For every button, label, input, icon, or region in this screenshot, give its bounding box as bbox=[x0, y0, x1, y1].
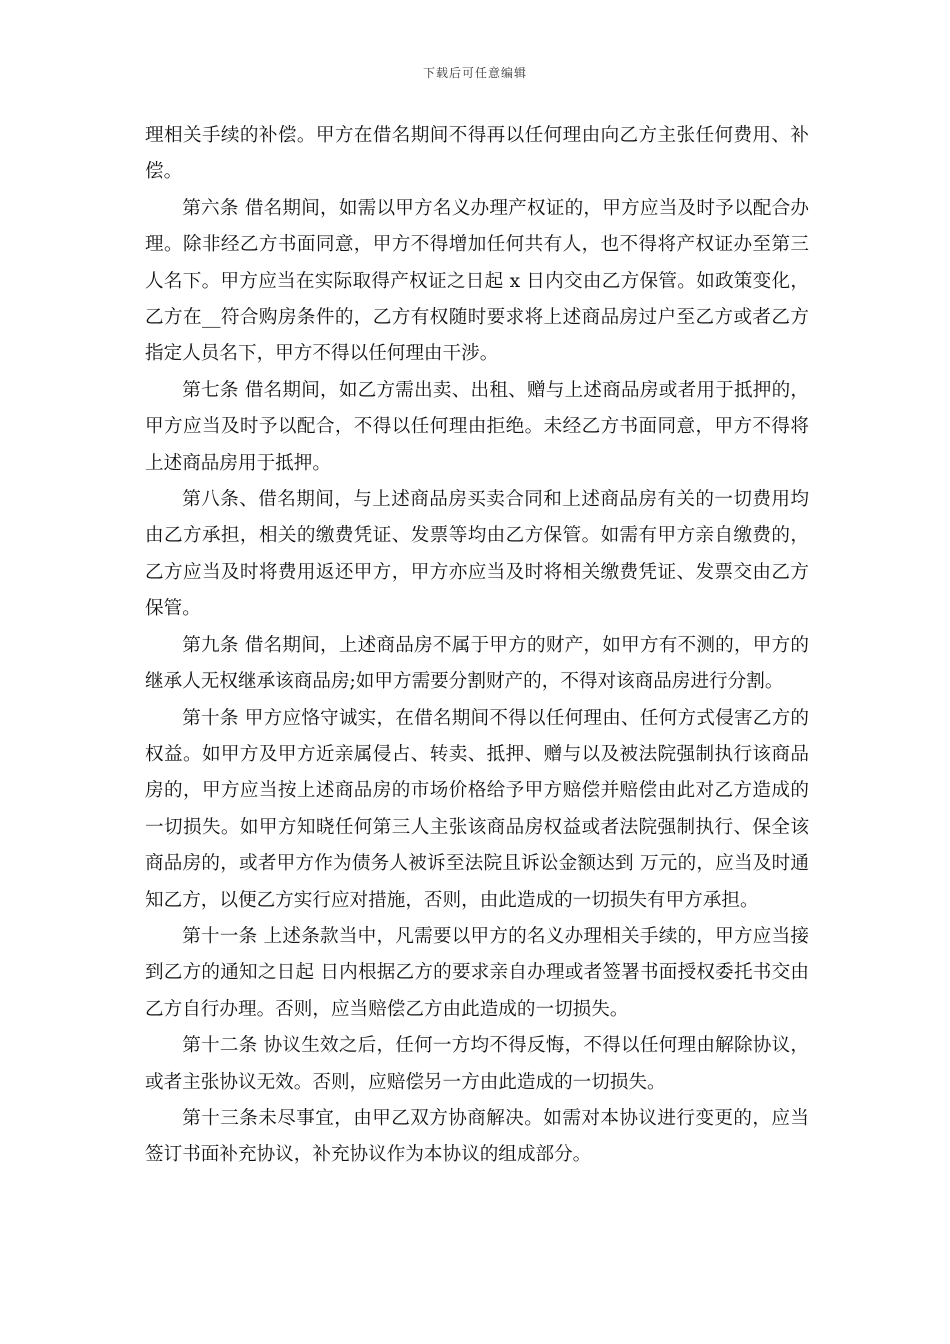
paragraph-article-9: 第九条 借名期间，上述商品房不属于甲方的财产，如甲方有不测的，甲方的继承人无权继承该商品房;如甲方需要分割财产的，不得对该商品房进行分割。 bbox=[145, 634, 809, 693]
paragraph-continuation: 理相关手续的补偿。甲方在借名期间不得再以任何理由向乙方主张任何费用、补偿。 bbox=[145, 125, 809, 183]
paragraph-article-6: 第六条 借名期间，如需以甲方名义办理产权证的，甲方应当及时予以配合办理。除非经乙方书面同意，甲方不得增加任何共有人，也不得将产权证办至第三人名下。甲方应当在实际取得产权证之日起 x 日内交由乙方保管。如政策变化，乙方在__符合购房条件的，乙方有权随时要求将上述商品房过户至乙方或者乙方指定人员名下，甲方不得以任何理由干涉。 bbox=[145, 197, 809, 365]
paragraph-article-8: 第八条、借名期间，与上述商品房买卖合同和上述商品房有关的一切费用均由乙方承担，相关的缴费凭证、发票等均由乙方保管。如需有甲方亲自缴费的，乙方应当及时将费用返还甲方，甲方亦应当及时将相关缴费凭证、发票交由乙方保管。 bbox=[145, 489, 809, 620]
document-body bbox=[145, 118, 809, 1174]
paragraph-article-12: 第十二条 协议生效之后，任何一方均不得反悔，不得以任何理由解除协议，或者主张协议无效。否则，应赔偿另一方由此造成的一切损失。 bbox=[145, 1035, 809, 1093]
paragraph-article-7: 第七条 借名期间，如乙方需出卖、出租、赠与上述商品房或者用于抵押的，甲方应当及时予以配合，不得以任何理由拒绝。未经乙方书面同意，甲方不得将上述商品房用于抵押。 bbox=[145, 379, 809, 474]
paragraph-article-13: 第十三条未尽事宜，由甲乙双方协商解决。如需对本协议进行变更的，应当签订书面补充协议，补充协议作为本协议的组成部分。 bbox=[145, 1107, 809, 1166]
page-header: 下载后可任意编辑 bbox=[422, 66, 527, 80]
paragraph-article-10: 第十条 甲方应恪守诚实，在借名期间不得以任何理由、任何方式侵害乙方的权益。如甲方及甲方近亲属侵占、转卖、抵押、赠与以及被法院强制执行该商品房的，甲方应当按上述商品房的市场价格给予甲方赔偿并赔偿由此对乙方造成的一切损失。如甲方知晓任何第三人主张该商品房权益或者法院强制执行、保全该商品房的，或者甲方作为债务人被诉至法院且诉讼金额达到 万元的，应当及时通知乙方，以便乙方实行应对措施，否则，由此造成的一切损失有甲方承担。 bbox=[145, 707, 809, 911]
paragraph-article-11: 第十一条 上述条款当中，凡需要以甲方的名义办理相关手续的，甲方应当接到乙方的通知之日起 日内根据乙方的要求亲自办理或者签署书面授权委托书交由乙方自行办理。否则，应当赔偿乙方由此造成的一切损失。 bbox=[145, 925, 809, 1020]
